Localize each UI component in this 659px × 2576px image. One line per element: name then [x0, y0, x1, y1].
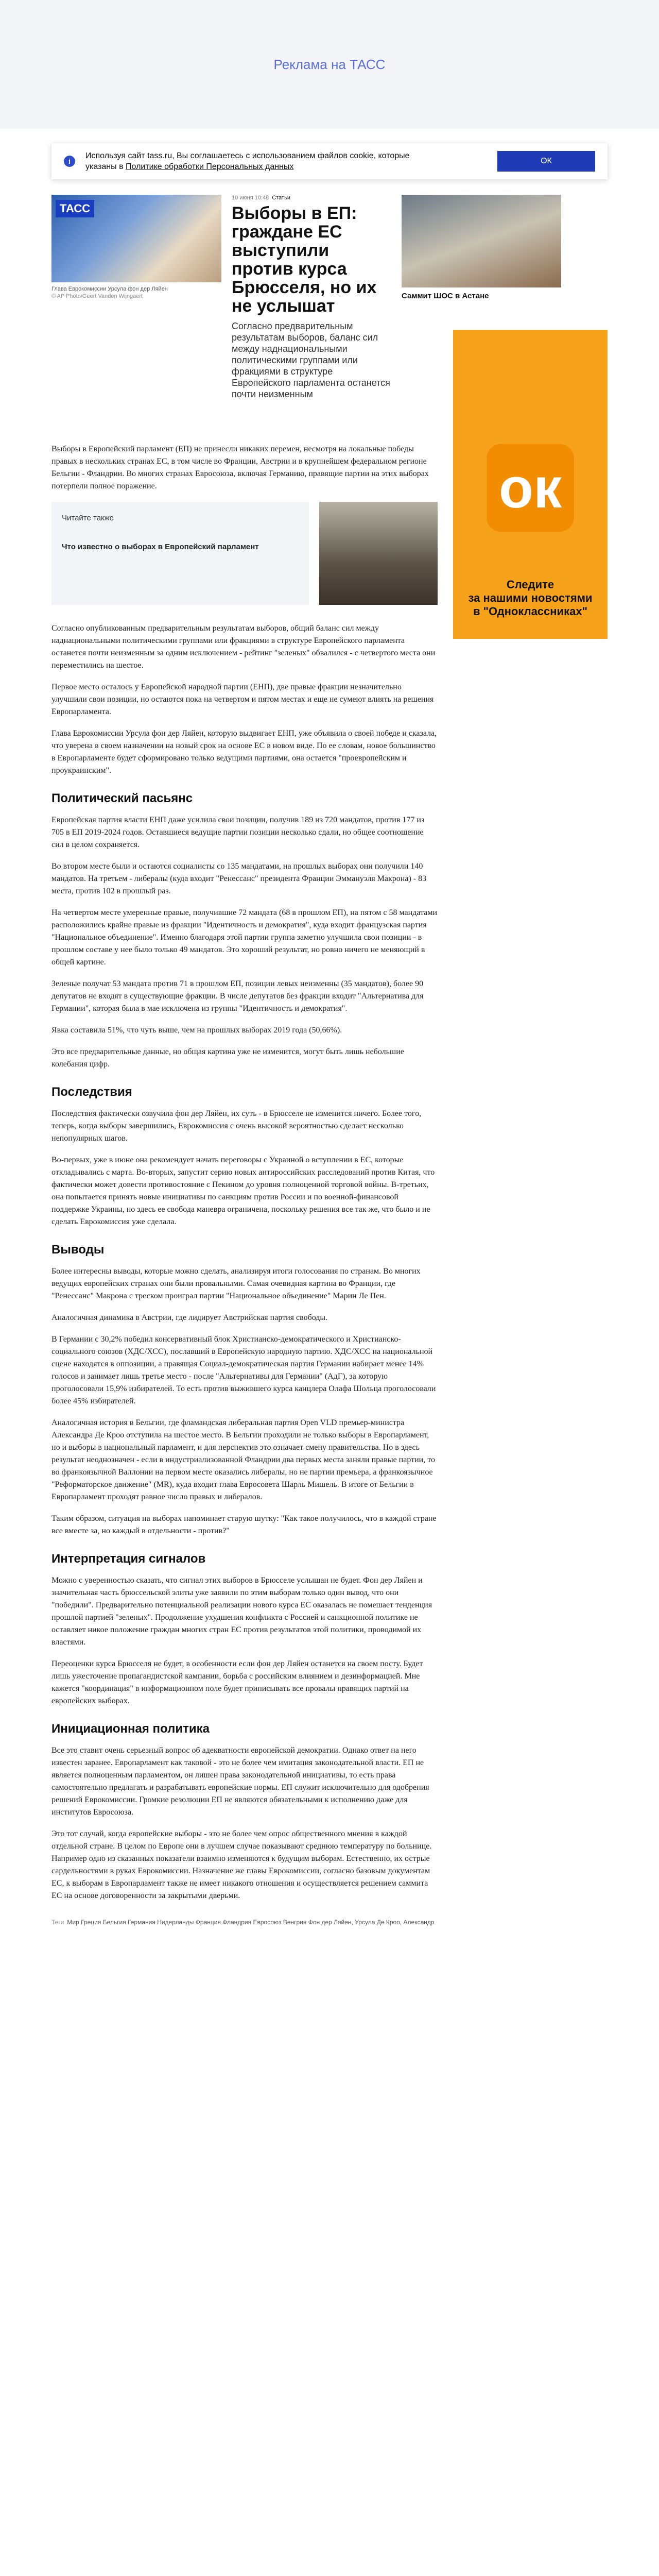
article-body [51, 443, 438, 1927]
paragraph: Можно с уверенностью сказать, что сигнал этих выборов в Брюсселе услышан не будет. Фон дер Ляйен и значительная часть брюссельской элиты уже заявили по этим выборам только один вывод, что они "победили". Предварительно потенциальной реализации нового курса ЕС оказалась не помешает тенденция прошлой партией "зеленых". Продолжение ухудшения конфликта с Россией и санкционной политике не оставляет никое положение граждан многих стран ЕС против результатов этой политики, проводимой их властями. [51, 1576, 432, 1647]
story-body [232, 195, 391, 399]
paragraph: Аналогичная динамика в Австрии, где лидирует Австрийская партия свободы. [51, 1313, 328, 1322]
ok-line-3: в "Одноклассниках" [473, 605, 587, 618]
tags-label: Теги [51, 1919, 64, 1926]
top-ad-banner[interactable] [0, 0, 659, 129]
read-also-photo [319, 502, 438, 605]
section-heading: Инициационная политика [51, 1722, 210, 1736]
page-title: Выборы в ЕП: граждане ЕС выступили против курса Брюсселя, но их не услышат [232, 204, 377, 316]
cookie-message: Используя сайт tass.ru, Вы соглашаетесь с использованием файлов cookie, которые указаны в [85, 151, 410, 171]
paragraph: Зеленые получат 53 мандата против 71 в прошлом ЕП, позиции левых неизменны (35 мандатов), более 90 депутатов не входят в существующие фракции. В числе депутатов без фракции входит "Альтернатива для Германии", которая была в мае исключена из группы "Идентичность и демократия". [51, 979, 424, 1013]
cookie-accept-button[interactable]: ОК [497, 151, 595, 172]
paragraph: Первое место осталось у Европейской народной партии (ЕНП), две правые фракции незначительно улучшили свои позиции, но остаются пока на четвертом и пятом местах и еще не сумеют влиять на решения Европарламента. [51, 683, 434, 716]
ok-line-1: Следите [506, 578, 554, 591]
paragraph: В Германии с 30,2% победил консервативный блок Христианско-демократического и Христианско-социального союзов (ХДС/ХСС), пославший в Европейскую народную партию. ХДС/ХСС на национальной сцене находятся в оппозиции, а правящая Социал-демократическая партия Германии набирает менее 14% голосов и занимает лишь третье место - после "Альтернативы для Германии" (АдГ), за которую проголосовали 15,9% избирателей. То есть против выжившего курса канцлера Олафа Шольца проголосовали более 45% избирателей. [51, 1335, 436, 1405]
paragraph: Явка составила 51%, что чуть выше, чем на прошлых выборах 2019 года (50,66%). [51, 1026, 342, 1035]
paragraph: Все это ставит очень серьезный вопрос об адекватности европейской демократии. Однако ответ на него известен заранее. Европарламент как таковой - это не более чем имитация законодательной власти. ЕП не является полноценным парламентом, он лишен права законодательной инициативы, то есть права самостоятельно предлагать и разрабатывать европейские нормы. ЕП служит исключительно для одобрения решений Еврокомиссии. Громкие резолюции ЕП не являются обязательными к исполнению даже для институтов Евросоюза. [51, 1746, 429, 1817]
paragraph: Во втором месте были и остаются социалисты со 135 мандатами, на прошлых выборах они получили 140 мандатов. На третьем - либералы (куда входит "Ренессанс" президента Франции Эммануэля Макрона) - 83 места, против 102 в прошлый раз. [51, 862, 427, 895]
paragraph: Глава Еврокомиссии Урсула фон дер Ляйен, которую выдвигает ЕНП, уже объявила о своей победе и сказала, что уверена в своем назначении на новый срок на основе ЕС в новом виде. По ее словам, новое большинство в Европарламенте будет сформировано только ведущими партиями, она остается "проевропейским и проукраинским". [51, 729, 437, 775]
paragraph: Аналогичная история в Бельгии, где фламандская либеральная партия Open VLD премьер-министра Александра Де Кроо отступила на шестое место. В Бельгии проходили не только выборы в Европарламент, но и выборы в национальный парламент, и для перспектив это означает смену правительства. Но в здесь результат неоднозначен - если в индустриализованной Фландрии два первых места заняли правые партии, то во франкоязычной Валлонии на первом месте оказались либералы, но не партии премьера, а франкоязычное "Реформаторское движение" (MR), куда входит глава Евросовета Шарль Мишель. В итоге от Бельгии в Европарламент проходят равное число правых и либералов. [51, 1418, 436, 1501]
cookie-text [85, 150, 415, 172]
cookie-banner [51, 143, 608, 179]
paragraph: Последствия фактически озвучила фон дер Ляйен, их суть - в Брюсселе не изменится ничего. Более того, теперь, когда выборы завершились, Еврокомиссия с очень высокой вероятностью сделает несколько непопулярных шагов. [51, 1109, 422, 1143]
story-meta [232, 195, 391, 201]
ok-line-2: за нашими новостями [468, 591, 593, 604]
ok-banner-text [468, 578, 592, 618]
paragraph: Это тот случай, когда европейские выборы - это не более чем опрос общественного мнения в каждой отдельной стране. В целом по Европе они в лучшем случае показывают среднюю температуру по больнице. Например одно из сказанных показатели взаимно изменяются к будущим выборам. Естественно, их острые сардельностями в руках Еврокомиссии. Назначение же главы Еврокомиссии, согласно базовым документам ЕС, к выборам в Европарламент также не имеет никакого отношения и осуществляется решением саммита ЕС на основе договоренности за закрытыми дверьми. [51, 1829, 432, 1900]
paragraph: Во-первых, уже в июне она рекомендует начать переговоры с Украиной о вступлении в ЕС, которые откладывались с марта. Во-вторых, запустит серию новых антироссийских расследований против Китая, что фактически может довести противостояние с Пекином до уровня полноценной торговой войны. В-третьих, она попытается принять новые инициативы по санкциям против России и по военной-финансовой поддержке Украины, но здесь ее свобода маневра ограничена, поскольку решения все так же, что было и не сделать Еврокомиссия уже сделала. [51, 1156, 435, 1226]
side-story-photo [402, 195, 561, 287]
side-story-title: Саммит ШОС в Астане [402, 292, 489, 300]
ad-label: Реклама на ТАСС [273, 56, 386, 72]
story-date: 10 июня 10:48 [232, 195, 269, 201]
story-subtitle: Согласно предварительным результатам выборов, баланс сил между наднациональными политическими группами или фракциями в структуре Европейского парламента останется почти неизменным [232, 321, 390, 399]
story-photo[interactable] [51, 195, 221, 282]
tag-list[interactable]: Мир Греция Бельгия Германия Нидерланды Франция Фландрия Евросоюз Венгрия Фон дер Ляйен, Урсула Де Кроо, Александр [67, 1919, 435, 1926]
story-category[interactable]: Статьи [272, 195, 290, 201]
paragraph: Это все предварительные данные, но общая картина уже не изменится, могут быть лишь небольшие колебания цифр. [51, 1047, 404, 1069]
tass-logo: ТАСС [56, 200, 94, 217]
read-also-link[interactable]: Что известно о выборах в Европейский парламент [62, 543, 259, 551]
read-also-box [51, 502, 309, 605]
section-heading: Последствия [51, 1085, 132, 1099]
info-icon: i [64, 156, 75, 167]
privacy-policy-link[interactable]: Политике обработки Персональных данных [126, 162, 294, 171]
read-also-block[interactable] [51, 502, 438, 605]
odnoklassniki-icon: ок [487, 444, 574, 532]
side-story-card[interactable] [402, 195, 561, 298]
top-story-row [51, 195, 608, 399]
section-heading: Интерпретация сигналов [51, 1552, 206, 1566]
photo-credit: © AP Photo/Geert Vanden Wijngaert [51, 293, 143, 299]
article-tags [51, 1918, 438, 1927]
read-also-label: Читайте также [62, 514, 114, 522]
paragraph: Европейская партия власти ЕНП даже усилила свои позиции, получив 189 из 720 мандатов, против 177 из 705 в ЕП 2019-2024 годов. Оставшиеся ведущие партии позиции несколько сдали, но общее соотношение сил в целом сохраняется. [51, 816, 425, 849]
paragraph: На четвертом месте умеренные правые, получившие 72 мандата (68 в прошлом ЕП), на пятом с 58 мандатами расположились крайне правые из фракции "Идентичность и демократия", куда входит французская партия "Национальное объединение". Именно благодаря этой партии группа заметно улучшила свои позиции - в прошлом составе у нее было только 49 мандатов. Это хороший результат, но ровно ничего не меняющий в общей картине. [51, 908, 438, 967]
paragraph: Более интересны выводы, которые можно сделать, анализируя итоги голосования по странам. Во многих ведущих европейских странах они были провальными. Самая очевидная картина во Франции, где "Ренессанс" Макрона с треском проиграл партии "Национальное объединение" Марин Ле Пен. [51, 1267, 421, 1300]
article-intro: Выборы в Европейский парламент (ЕП) не принесли никаких перемен, несмотря на локальные победы правых в нескольких странах ЕС, в том числе во Франции, Австрии и в крупнейшем федеральном регионе Бельгии - Фландрии. Во многих странах Евросоюза, включая Германию, правящие партии на этих выборах потерпели полное поражение. [51, 445, 429, 490]
story-media [51, 195, 221, 298]
caption-text: Глава Еврокомиссии Урсула фон дер Ляйен [51, 286, 168, 292]
paragraph: Таким образом, ситуация на выборах напоминает старую шутку: "Как такое получилось, что в каждой стране все вместе за, но каждый в отдельности - против?" [51, 1514, 437, 1535]
section-heading: Политический пасьянс [51, 791, 193, 805]
paragraph: Переоценки курса Брюсселя не будет, в особенности если фон дер Ляйен останется на своем посту. Будет лишь ужесточение пропагандистской кампании, борьба с российским влиянием и дезинформацией. Мне кажется "координация" в информационном поле будет приписывать все провалы правящих партий на европейских выборах. [51, 1659, 423, 1705]
ok-ad-banner[interactable] [453, 330, 608, 639]
section-heading: Выводы [51, 1243, 105, 1257]
photo-caption [51, 285, 221, 300]
paragraph: Согласно опубликованным предварительным результатам выборов, общий баланс сил между наднациональными политическими группами или фракциями в структуре Европейского парламента останется почти неизменным за одним исключением - рейтинг "зеленых" обвалился - с четвертого места они переместились на шестое. [51, 624, 436, 670]
